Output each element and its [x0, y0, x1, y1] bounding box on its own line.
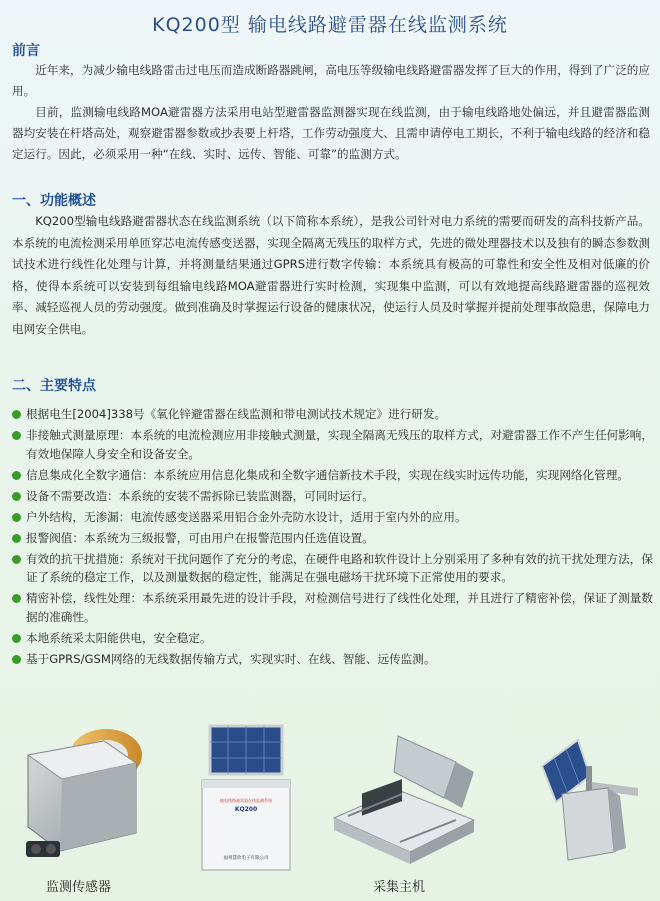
bullet-dot-icon — [12, 471, 21, 480]
device-label-name: 输电线路避雷器在线监测系统 — [220, 798, 272, 803]
feature-item — [8, 405, 653, 424]
device-label-maker: 福州慧欣电子有限公司 — [223, 856, 269, 861]
feature-item — [8, 466, 653, 485]
features-list — [8, 405, 653, 671]
bullet-dot-icon — [12, 492, 21, 501]
feature-item — [8, 629, 653, 648]
feature-item — [8, 589, 653, 626]
bullet-dot-icon — [12, 594, 21, 603]
overview-paragraph: KQ200型输电线路避雷器状态在线监测系统（以下简称本系统），是我公司针对电力系统的需要而研发的高科技新产品。本系统的电流检测采用单匝穿芯电流传感变送器，实现全隔离无残压的取样方式，先进的微处理器技术以及独有的瞬态参数测试技术进行线性化处理与计算，并将测量结果通过GPRS进行数字传输：本系统具有极高的可靠性和安全性及相对低廉的价格，使得本系统可以安装到每组输电线路MOA避雷器进行实时检测，实现集中监测，可以有效地提高线路避雷器的巡视效率、减轻巡视人员的劳动强度。做到准确及时掌握运行设备的健康状况，使运行人员及时掌握并提前处理事故隐患，保障电力电网安全供电。 — [12, 214, 650, 336]
bullet-dot-icon — [12, 513, 21, 522]
bullet-dot-icon — [12, 634, 21, 643]
feature-text: 根据电生[2004]338号《氧化锌避雷器在线监测和带电测试技术规定》进行研发。 — [26, 407, 447, 421]
page-title: KQ200型 输电线路避雷器在线监测系统 — [152, 14, 508, 36]
feature-text: 基于GPRS/GSM网络的无线数据传输方式，实现实时、在线、智能、远传监测。 — [26, 651, 436, 666]
bullet-dot-icon — [12, 410, 21, 419]
mounted-monitor-image — [534, 736, 642, 864]
feature-text: 信息集成化全数字通信：本系统应用信息化集成和全数字通信新技术手段，实现在线实时远传功能，实现网络化管理。 — [26, 467, 629, 482]
preface-heading: 前言 — [12, 43, 40, 59]
preface-paragraph-2: 目前，监测输电线路MOA避雷器方法采用电站型避雷器监测器实现在线监测，由于输电线路地处偏远，并且避雷器监测器均安装在杆塔高处，观察避雷器参数或抄表要上杆塔，工作劳动强度大、且需申请停电工期长，不利于输电线路的经济和稳定运行。因此，必须采用一种“在线、实时、远传、智能、可靠”的监测方式。 — [12, 105, 650, 161]
feature-text: 精密补偿，线性处理：本系统采用最先进的设计手段，对检测信号进行了线性化处理，并且进行了精密补偿，保证了测量数据的准确性。 — [26, 591, 653, 624]
current-sensor-image — [18, 723, 146, 863]
feature-text: 户外结构，无渗漏：电流传感变送器采用铝合金外壳防水设计，适用于室内外的应用。 — [26, 509, 467, 524]
feature-text: 本地系统采太阳能供电，安全稳定。 — [26, 630, 212, 645]
feature-item — [8, 487, 653, 506]
bullet-dot-icon — [12, 431, 21, 440]
feature-text: 设备不需要改造：本系统的安装不需拆除已装监测器，可同时运行。 — [26, 488, 374, 503]
host-caption: 采集主机 — [373, 880, 426, 895]
feature-item — [8, 650, 653, 669]
preface-paragraph-1: 近年来，为减少输电线路雷击过电压而造成断路器跳闸，高电压等级输电线路避雷器发挥了巨大的作用，得到了广泛的应用。 — [12, 63, 650, 98]
collection-host-image — [328, 732, 478, 866]
bullet-dot-icon — [12, 534, 21, 543]
feature-item — [8, 426, 653, 463]
feature-item — [8, 550, 653, 587]
overview-heading: 一、功能概述 — [12, 193, 96, 209]
feature-text: 报警阀值：本系统为三级报警，可由用户在报警范围内任选值设置。 — [26, 530, 374, 545]
sensor-caption: 监测传感器 — [46, 880, 112, 895]
features-heading: 二、主要特点 — [12, 378, 96, 394]
bullet-dot-icon — [12, 655, 21, 664]
feature-text: 非接触式测量原理：本系统的电流检测应用非接触式测量，实现全隔离无残压的取样方式，对避雷器工作不产生任何影响，有效地保障人身安全和设备安全。 — [26, 428, 653, 461]
device-label-model: KQ200 — [234, 806, 258, 813]
feature-item — [8, 529, 653, 548]
feature-item — [8, 508, 653, 527]
bullet-dot-icon — [12, 555, 21, 564]
feature-text: 有效的抗干扰措施：系统对干扰问题作了充分的考虑，在硬件电路和软件设计上分别采用了多种有效的抗干扰处理方法，保证了系统的稳定工作，以及测量数据的稳定性，能满足在强电磁场干扰环境下正常使用的要求。 — [26, 551, 653, 584]
